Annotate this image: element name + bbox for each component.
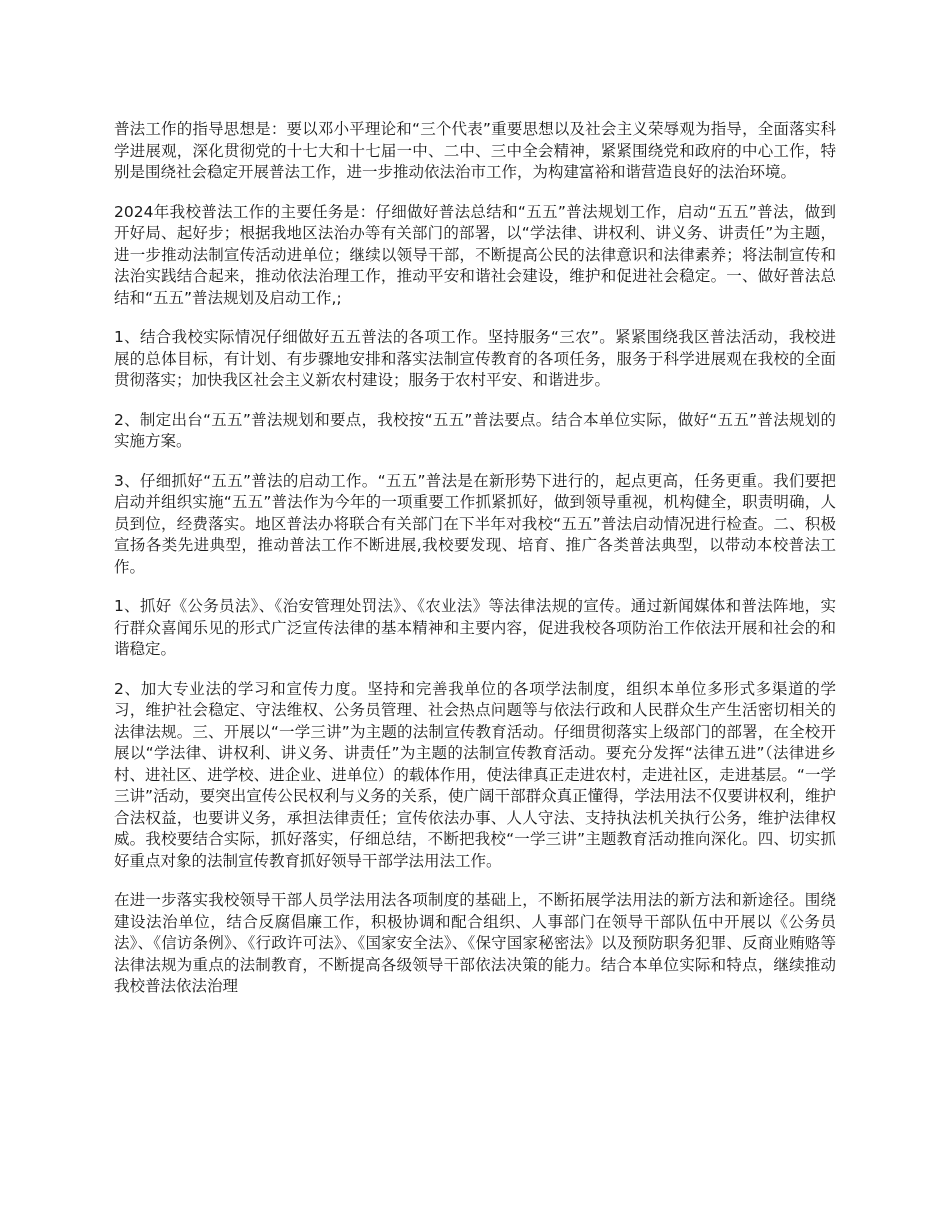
- paragraph-item-3-launch: 3、仔细抓好“五五”普法的启动工作。“五五”普法是在新形势下进行的，起点更高，任务更重。我们要把启动并组织实施“五五”普法作为今年的一项重要工作抓紧抓好，做到领导重视，机构健全，职责明确，人员到位，经费落实。地区普法办将联合有关部门在下半年对我校“五五”普法启动情况进行检查。二、积极宣扬各类先进典型，推动普法工作不断进展,我校要发现、培育、推广各类普法典型，以带动本校普法工作。: [114, 471, 836, 576]
- paragraph-main-tasks-2024: 2024年我校普法工作的主要任务是：仔细做好普法总结和“五五”普法规划工作，启动“五五”普法，做到开好局、起好步；根据我地区法治办等有关部门的部署，以“学法律、讲权利、讲义务、讲责任”为主题，进一步推动法制宣传活动进单位；继续以领导干部，不断提高公民的法律意识和法律素养；将法制宣传和法治实践结合起来，推动依法治理工作，推动平安和谐社会建设，维护和促进社会稳定。一、做好普法总结和“五五”普法规划及启动工作,;: [114, 202, 836, 307]
- paragraph-guiding-ideology: 普法工作的指导思想是：要以邓小平理论和“三个代表”重要思想以及社会主义荣辱观为指导，全面落实科学进展观，深化贯彻党的十七大和十七届一中、二中、三中全会精神，紧紧围绕党和政府的中心工作，特别是围绕社会稳定开展普法工作，进一步推动依法治市工作，为构建富裕和谐营造良好的法治环境。: [114, 120, 836, 181]
- paragraph-law-publicity: 1、抓好《公务员法》、《治安管理处罚法》、《农业法》等法律法规的宣传。通过新闻媒体和普法阵地，实行群众喜闻乐见的形式广泛宣传法律的基本精神和主要内容，促进我校各项防治工作依法开展和社会的和谐稳定。: [114, 597, 836, 658]
- paragraph-professional-law-study: 2、加大专业法的学习和宣传力度。坚持和完善我单位的各项学法制度，组织本单位多形式多渠道的学习，维护社会稳定、守法维权、公务员管理、社会热点问题等与依法行政和人民群众生产生活密切相关的法律法规。三、开展以“一学三讲”为主题的法制宣传教育活动。仔细贯彻落实上级部门的部署，在全校开展以“学法律、讲权利、讲义务、讲责任”为主题的法制宣传教育活动。要充分发挥“法律五进”（法律进乡村、进社区、进学校、进企业、进单位）的载体作用，使法律真正走进农村，走进社区，走进基层。“一学三讲”活动，要突出宣传公民权利与义务的关系，使广阔干部群众真正懂得，学法用法不仅要讲权利，维护合法权益，也要讲义务，承担法律责任；宣传依法办事、人人守法、支持执法机关执行公务，维护法律权威。我校要结合实际，抓好落实，仔细总结，不断把我校“一学三讲”主题教育活动推向深化。四、切实抓好重点对象的法制宣传教育抓好领导干部学法用法工作。: [114, 679, 836, 870]
- paragraph-item-2-planning: 2、制定出台“五五”普法规划和要点，我校按“五五”普法要点。结合本单位实际，做好“五五”普法规划的实施方案。: [114, 410, 836, 450]
- document-body: [114, 119, 836, 1016]
- paragraph-leading-cadres: 在进一步落实我校领导干部人员学法用法各项制度的基础上，不断拓展学法用法的新方法和新途径。围绕建设法治单位，结合反腐倡廉工作，积极协调和配合组织、人事部门在领导干部队伍中开展以《公务员法》、《信访条例》、《行政许可法》、《国家安全法》、《保守国家秘密法》以及预防职务犯罪、反商业贿赂等法律法规为重点的法制教育，不断提高各级领导干部依法决策的能力。结合本单位实际和特点，继续推动我校普法依法治理: [114, 891, 836, 995]
- paragraph-item-1-five-five-work: 1、结合我校实际情况仔细做好五五普法的各项工作。坚持服务“三农”。紧紧围绕我区普法活动，我校进展的总体目标，有计划、有步骤地安排和落实法制宣传教育的各项任务，服务于科学进展观在我校的全面贯彻落实；加快我区社会主义新农村建设；服务于农村平安、和谐进步。: [114, 328, 836, 389]
